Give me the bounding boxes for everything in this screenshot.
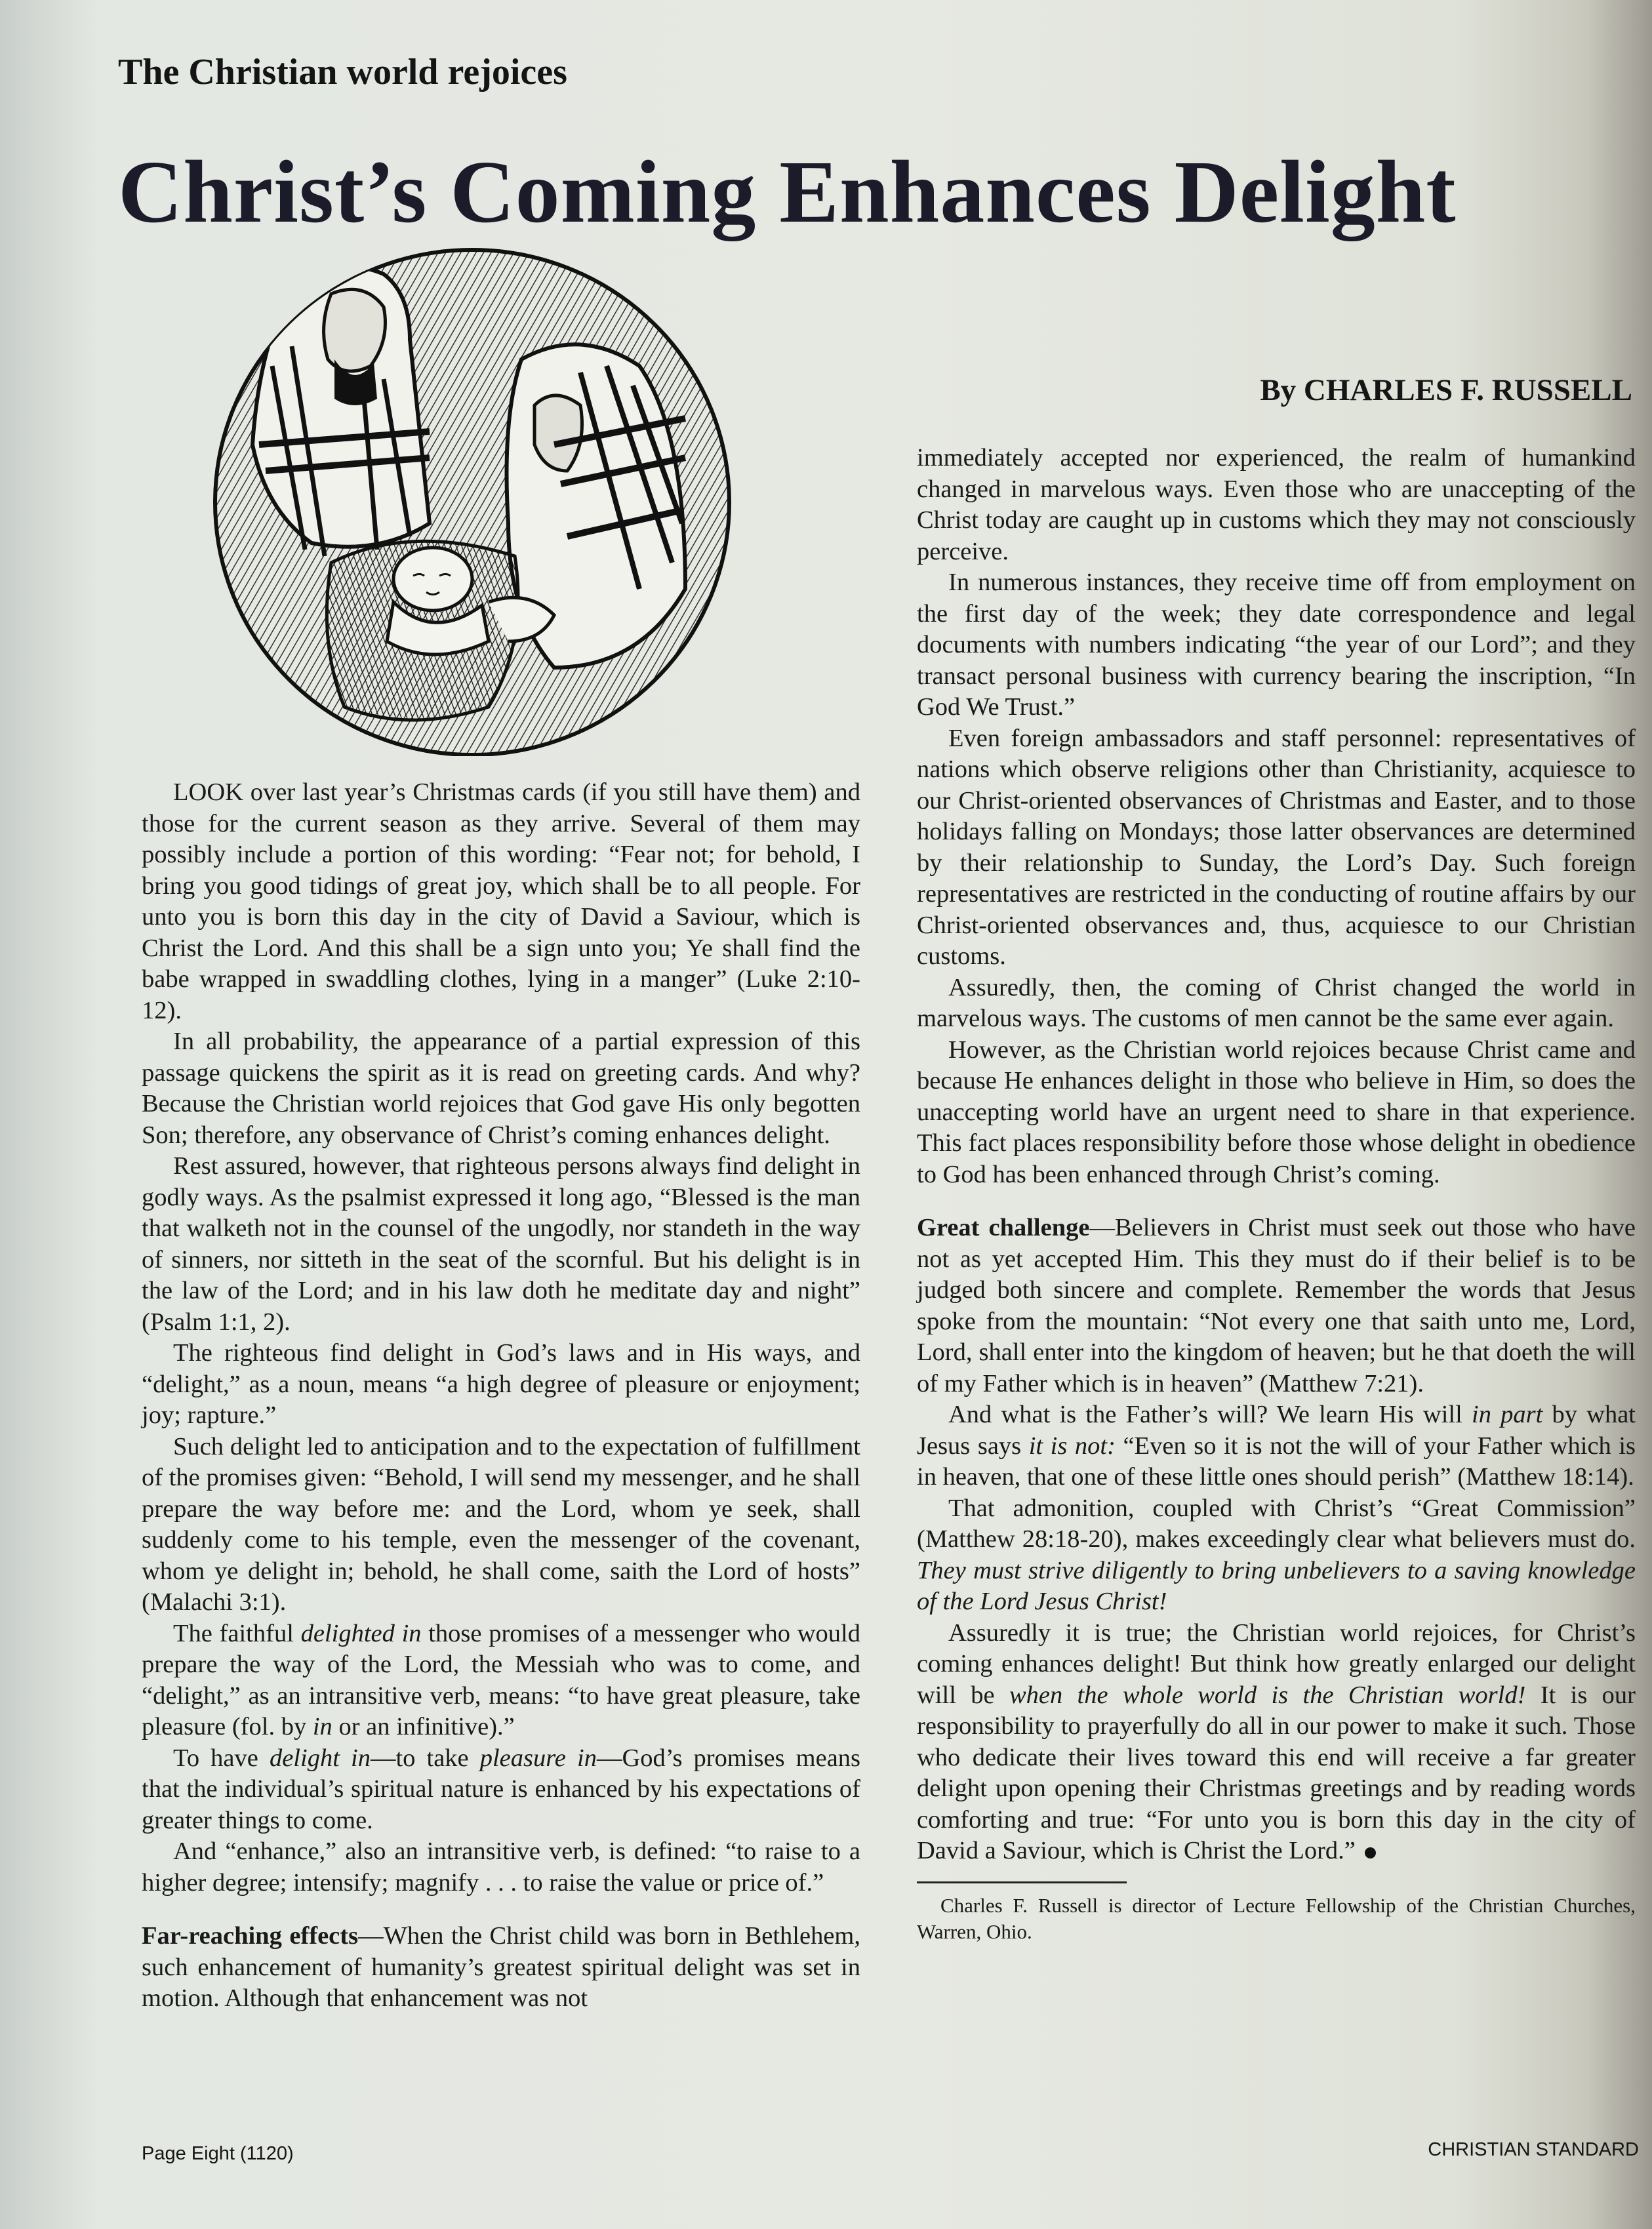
subhead: Great challenge bbox=[917, 1214, 1090, 1241]
emphasis: pleasure in bbox=[479, 1744, 597, 1772]
text-run: Assuredly it is true; the Christian world rejoices, for Christ’s coming enhances delight! But think how greatly enlarged our delight will be bbox=[917, 1618, 1636, 1709]
paragraph bbox=[142, 1618, 860, 1743]
paragraph: Even foreign ambassadors and staff personnel: representatives of nations which observe religions other than Christianity, acquiesce to our Christ-oriented observances of Christmas and Easter, and to those holidays falling on Mondays; those latter observances are determined by their relationship to Sunday, the Lord’s Day. Such foreign representatives are restricted in the conducting of routine affairs by our Christ-oriented observances and, thus, acquiesce to our Christian customs. bbox=[917, 724, 1636, 970]
text-run: It is our responsibility to prayerfully do all in our power to make it such. Those who dedicate their lives toward this end will receive a far greater delight upon opening their Christmas greetings and by reading words comforting and true: “For unto you is born this day in the city of David a Saviour, which is Christ the Lord.” bbox=[917, 1681, 1636, 1864]
paragraph: In all probability, the appearance of a partial expression of this passage quickens the spirit as it is read on greeting cards. And why? Because the Christian world rejoices that God gave His only begotten Son; therefore, any observance of Christ’s coming enhances delight. bbox=[142, 1028, 860, 1149]
emphasis: in bbox=[312, 1713, 332, 1740]
paragraph bbox=[917, 1399, 1636, 1493]
emphasis: delight in bbox=[269, 1744, 371, 1772]
text-run: To have bbox=[173, 1744, 270, 1772]
paragraph: Rest assured, however, that righteous persons always find delight in godly ways. As the psalmist expressed it long ago, “Blessed is the man that walketh not in the counsel of the ungodly, nor standeth in the way of sinners, nor sitteth in the seat of the scornful. But his delight is in the law of the Lord; and in his law doth he meditate day and night” (Psalm 1:1, 2). bbox=[142, 1152, 860, 1336]
page-number: Page Eight (1120) bbox=[142, 2143, 294, 2164]
byline: By CHARLES F. RUSSELL bbox=[1260, 373, 1632, 407]
text-run: those promises of a messenger who would prepare the way of the Lord, the Messiah who was to come, and “delight,” as an intransitive verb, means: “to have great pleasure, take pleasure (fol. by bbox=[142, 1619, 860, 1740]
text-run: —When the Christ child was born in Bethlehem, such enhancement of humanity’s greatest spiritual delight was set in motion. Although that enhancement was not bbox=[142, 1922, 860, 2012]
publication-name: CHRISTIAN STANDARD bbox=[1428, 2139, 1639, 2160]
end-mark-icon bbox=[1365, 1847, 1376, 1858]
paragraph bbox=[917, 1618, 1636, 1867]
paragraph: The righteous find delight in God’s laws and in His ways, and “delight,” as a noun, means “a high degree of pleasure or enjoyment; joy; rapture.” bbox=[142, 1339, 860, 1429]
emphasis: delighted in bbox=[300, 1619, 422, 1647]
text-run: That admonition, coupled with Christ’s “Great Commission” (Matthew 28:18-20), makes exceedingly clear what believers must do. bbox=[917, 1494, 1636, 1553]
text-run: —to take bbox=[370, 1744, 480, 1772]
text-run: or an infinitive).” bbox=[332, 1713, 515, 1740]
paragraph: Assuredly, then, the coming of Christ changed the world in marvelous ways. The customs of men cannot be the same ever again. bbox=[917, 973, 1636, 1032]
paragraph: However, as the Christian world rejoices because Christ came and because He enhances delight in those who believe in Him, so does the unaccepting world have an urgent need to share in that experience. This fact places responsibility before those whose delight in obedience to God has been enhanced through Christ’s coming. bbox=[917, 1035, 1636, 1188]
paragraph: In numerous instances, they receive time off from employment on the first day of the week; they date correspondence and legal documents with numbers indicating “the year of our Lord”; and they transact personal business with currency bearing the inscription, “In God We Trust.” bbox=[917, 569, 1636, 721]
paragraph bbox=[142, 1921, 860, 2015]
footnote-rule bbox=[917, 1881, 1127, 1883]
emphasis: They must strive diligently to bring unbelievers to a saving knowledge of the Lord Jesus Christ! bbox=[917, 1556, 1636, 1615]
emphasis: when the whole world is the Christian world! bbox=[1009, 1681, 1526, 1709]
kicker: The Christian world rejoices bbox=[118, 52, 567, 92]
text-run: —God’s promises means that the individual’s spiritual nature is enhanced by his expectations of greater things to come. bbox=[142, 1744, 861, 1834]
bio-text: Charles F. Russell is director of Lecture Fellowship of the Christian Churches, Warren, Ohio. bbox=[917, 1893, 1636, 1943]
headline: Christ’s Coming Enhances Delight bbox=[118, 143, 1457, 241]
paragraph: immediately accepted nor experienced, the realm of humankind changed in marvelous ways. Even those who are unaccepting of the Christ today are caught up in customs which they may not consciously perceive. bbox=[917, 444, 1636, 565]
paragraph: And “enhance,” also an intransitive verb, is defined: “to raise to a higher degree; intensify; magnify . . . to raise the value or price of.” bbox=[142, 1837, 860, 1897]
paragraph: LOOK over last year’s Christmas cards (if you still have them) and those for the current season as they arrive. Several of them may possibly include a portion of this wording: “Fear not; for behold, I bring you good tidings of great joy, which shall be to all people. For unto you is born this day in the city of David a Saviour, which is Christ the Lord. And this shall be a sign unto you; Ye shall find the babe wrapped in swaddling clothes, lying in a manger” (Luke 2:10-12). bbox=[142, 778, 860, 1024]
paragraph: Such delight led to anticipation and to the expectation of fulfillment of the promises given: “Behold, I will send my messenger, and he shall prepare the way before me: and the Lord, whom ye seek, shall suddenly come to his temple, even the messenger of the covenant, whom ye delight in; behold, he shall come, saith the Lord of hosts” (Malachi 3:1). bbox=[142, 1432, 860, 1616]
article-right-column bbox=[917, 443, 1636, 1945]
subhead: Far-reaching effects bbox=[142, 1922, 359, 1950]
paragraph bbox=[917, 1493, 1636, 1618]
author-bio bbox=[917, 1893, 1636, 1945]
emphasis: in part bbox=[1472, 1401, 1543, 1428]
text-run: —Believers in Christ must seek out those who have not as yet accepted Him. This they must do if their belief is to be judged both sincere and complete. Remember the words that Jesus spoke from the mountain: “Not every one that saith unto me, Lord, Lord, shall enter into the kingdom of heaven; but he that doeth the will of my Father which is in heaven” (Matthew 7:21). bbox=[917, 1214, 1636, 1397]
text-run: “Even so it is not the will of your Father which is in heaven, that one of these little ones should perish” (Matthew 18:14). bbox=[917, 1432, 1636, 1491]
paragraph bbox=[917, 1213, 1636, 1399]
nativity-illustration bbox=[213, 248, 731, 756]
text-run: by what Jesus says bbox=[917, 1401, 1636, 1460]
emphasis: it is not: bbox=[1028, 1432, 1116, 1460]
article-left-column bbox=[142, 777, 860, 2015]
paragraph bbox=[142, 1743, 860, 1837]
text-run: The faithful bbox=[173, 1619, 301, 1647]
text-run: And what is the Father’s will? We learn His will bbox=[948, 1401, 1472, 1428]
